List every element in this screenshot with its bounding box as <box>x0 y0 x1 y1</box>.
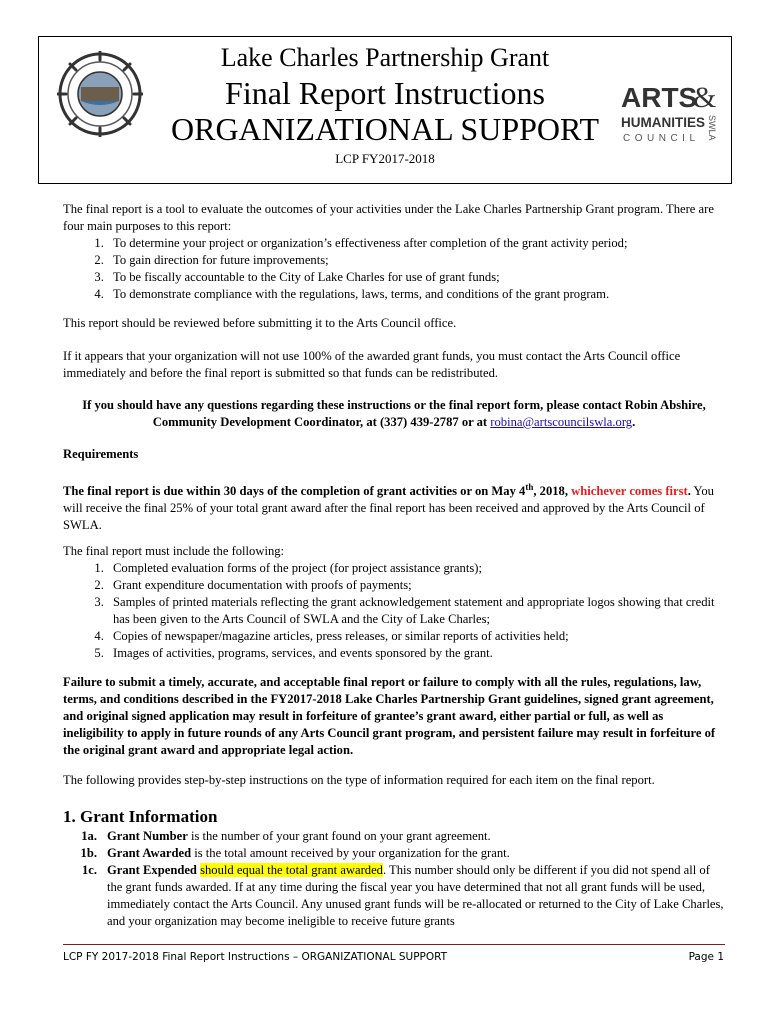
footer-rule <box>63 944 725 945</box>
svg-text:COUNCIL: COUNCIL <box>623 133 700 144</box>
list-item: 3. Samples of printed materials reflecting the grant acknowledgement statement and appropriate logos showing that credit has been given to the Arts Council of SWLA and the City of Lake Charles; <box>107 594 725 628</box>
header-category: ORGANIZATIONAL SUPPORT <box>170 111 599 147</box>
item-term: Grant Expended <box>107 863 197 877</box>
arts-humanities-council-logo <box>619 77 719 163</box>
item-text: is the number of your grant found on your grant agreement. <box>187 829 491 843</box>
item-term: Grant Number <box>107 829 188 843</box>
svg-text:HUMANITIES: HUMANITIES <box>621 115 705 130</box>
include-intro: The final report must include the following: <box>63 544 285 558</box>
contact-text: If you should have any questions regarding these instructions or the final report form, please contact Robin Abshire, Community Development Coordinator, at (337) 439-2787 or at <box>82 398 706 429</box>
header-fiscal-year: LCP FY2017-2018 <box>335 151 435 166</box>
intro-section <box>63 201 725 303</box>
review-paragraph: This report should be reviewed before submitting it to the Arts Council office. <box>63 316 457 330</box>
due-deadline-note: whichever comes first <box>571 484 688 499</box>
svg-text:SWLA: SWLA <box>707 115 717 141</box>
svg-text:&: & <box>693 81 717 114</box>
list-item: 2. Grant expenditure documentation with proofs of payments; <box>107 577 725 594</box>
following-paragraph: The following provides step-by-step instructions on the type of information required for each item on the final report. <box>63 773 655 787</box>
item-text: . This number should only be different if you did not spend all of the grant funds awarded. If at any time during the fiscal year you have determined that not all grant funds will be used, immediately contact the Arts Council. Any unused grant funds will be re-allocated or returned to the City of Lake Charles, and your organization may become ineligible to receive future grants <box>107 863 724 928</box>
due-paragraph <box>63 479 725 534</box>
list-item: 2. To gain direction for future improvements; <box>107 252 725 269</box>
list-item: 1. Completed evaluation forms of the project (for project assistance grants); <box>107 560 725 577</box>
item-number: 1b. <box>80 846 97 860</box>
page-number: Page 1 <box>688 951 724 963</box>
due-sup: th <box>525 482 534 492</box>
section-heading: 1. Grant Information <box>63 807 218 826</box>
due-bold: The final report is due within 30 days of the completion of grant activities or on May 4 <box>63 484 526 499</box>
footer-title: LCP FY 2017-2018 Final Report Instructions – ORGANIZATIONAL SUPPORT <box>63 951 448 963</box>
list-item <box>63 828 725 845</box>
list-item: 1. To determine your project or organization’s effectiveness after completion of the grant activity period; <box>107 235 725 252</box>
due-bold2: , 2018, <box>533 484 572 499</box>
item-number: 1c. <box>81 863 97 877</box>
highlighted-text: should equal the total grant awarded <box>200 863 383 877</box>
header-title: Lake Charles Partnership Grant <box>220 43 550 72</box>
item-text: is the total amount received by your organization for the grant. <box>191 846 510 860</box>
grant-information-section <box>63 806 725 930</box>
header-box <box>38 36 732 184</box>
contact-email-link[interactable]: robina@artscouncilswla.org <box>490 415 633 429</box>
requirements-heading: Requirements <box>63 447 139 461</box>
due-dot: . <box>687 484 691 499</box>
due-rest: You will receive the final 25% of your total grant award after the final report has been received and approved by the Arts Council of SWLA. <box>63 484 714 533</box>
failure-paragraph: Failure to submit a timely, accurate, and acceptable final report or failure to comply with all the rules, regulations, law, terms, and conditions described in the FY2017-2018 Lake Charles Partnership Grant guidelines, signed grant agreement, and original signed application may result in forfeiture of grantee’s grant award, either partial or full, as well as ineligibility to apply in future rounds of any Arts Council grant program, and persistent failure may result in forfeiture of the original grant award and appropriate legal action. <box>63 675 716 757</box>
contact-paragraph <box>63 397 725 431</box>
item-term: Grant Awarded <box>107 846 192 860</box>
contact-end: . <box>632 415 636 429</box>
list-item: 3. To be fiscally accountable to the City of Lake Charles for use of grant funds; <box>107 269 725 286</box>
svg-text:ARTS: ARTS <box>621 82 698 113</box>
include-list <box>63 560 725 662</box>
header-subtitle: Final Report Instructions <box>225 75 545 111</box>
list-item: 4. Copies of newspaper/magazine articles, press releases, or similar reports of activities held; <box>107 628 725 645</box>
list-item <box>63 845 725 862</box>
list-item: 4. To demonstrate compliance with the regulations, laws, terms, and conditions of the grant program. <box>107 286 725 303</box>
list-item <box>63 862 725 930</box>
purposes-list <box>63 235 725 303</box>
include-section <box>63 543 725 662</box>
redistribution-paragraph: If it appears that your organization will not use 100% of the awarded grant funds, you must contact the Arts Council office immediately and before the final report is submitted so that funds can be redistributed. <box>63 349 681 380</box>
item-number: 1a. <box>81 829 97 843</box>
list-item: 5. Images of activities, programs, services, and events sponsored by the grant. <box>107 645 725 662</box>
intro-paragraph: The final report is a tool to evaluate the outcomes of your activities under the Lake Charles Partnership Grant program. There are four main purposes to this report: <box>63 202 714 233</box>
